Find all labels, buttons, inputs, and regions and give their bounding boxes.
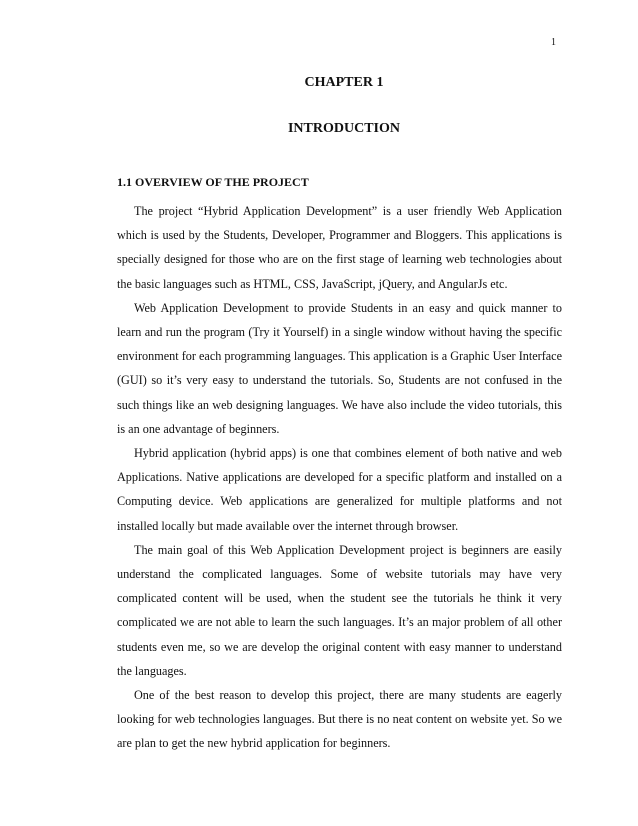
chapter-label: CHAPTER 1: [304, 75, 384, 90]
section-heading: 1.1 OVERVIEW OF THE PROJECT: [117, 175, 309, 189]
paragraph: Hybrid application (hybrid apps) is one that combines element of both native and web Applications. Native applications are developed for a specific platform and installed on a Computing device. Web applications are generalized for multiple platforms and not installed locally but made available over the internet through browser.: [117, 446, 562, 533]
paragraph: The project “Hybrid Application Development” is a user friendly Web Application which is used by the Students, Developer, Programmer and Bloggers. This applications is specially designed for those who are on the first stage of learning web technologies about the basic languages such as HTML, CSS, JavaScript, jQuery, and AngularJs etc.: [117, 204, 562, 291]
paragraph: The main goal of this Web Application Development project is beginners are easily understand the complicated languages. Some of website tutorials may have very complicated content will be used, when the student see the tutorials he think it very complicated we are not able to learn the such languages. It’s an major problem of all other students even me, so we are develop the original content with easy manner to understand the languages.: [117, 542, 562, 678]
chapter-title: INTRODUCTION: [287, 121, 400, 136]
paragraph: Web Application Development to provide Students in an easy and quick manner to learn and run the program (Try it Yourself) in a single window without having the specific environment for each programming languages. This application is a Graphic User Interface (GUI) so it’s very easy to understand the tutorials. So, Students are not confused in the such things like an web designing languages. We have also include the video tutorials, this is an one advantage of beginners.: [117, 300, 562, 436]
page-number: 1: [551, 37, 556, 48]
body-text: [117, 199, 562, 756]
paragraph: One of the best reason to develop this project, there are many students are eagerly looking for web technologies languages. But there is no neat content on website yet. So we are plan to get the new hybrid application for beginners.: [117, 688, 562, 751]
